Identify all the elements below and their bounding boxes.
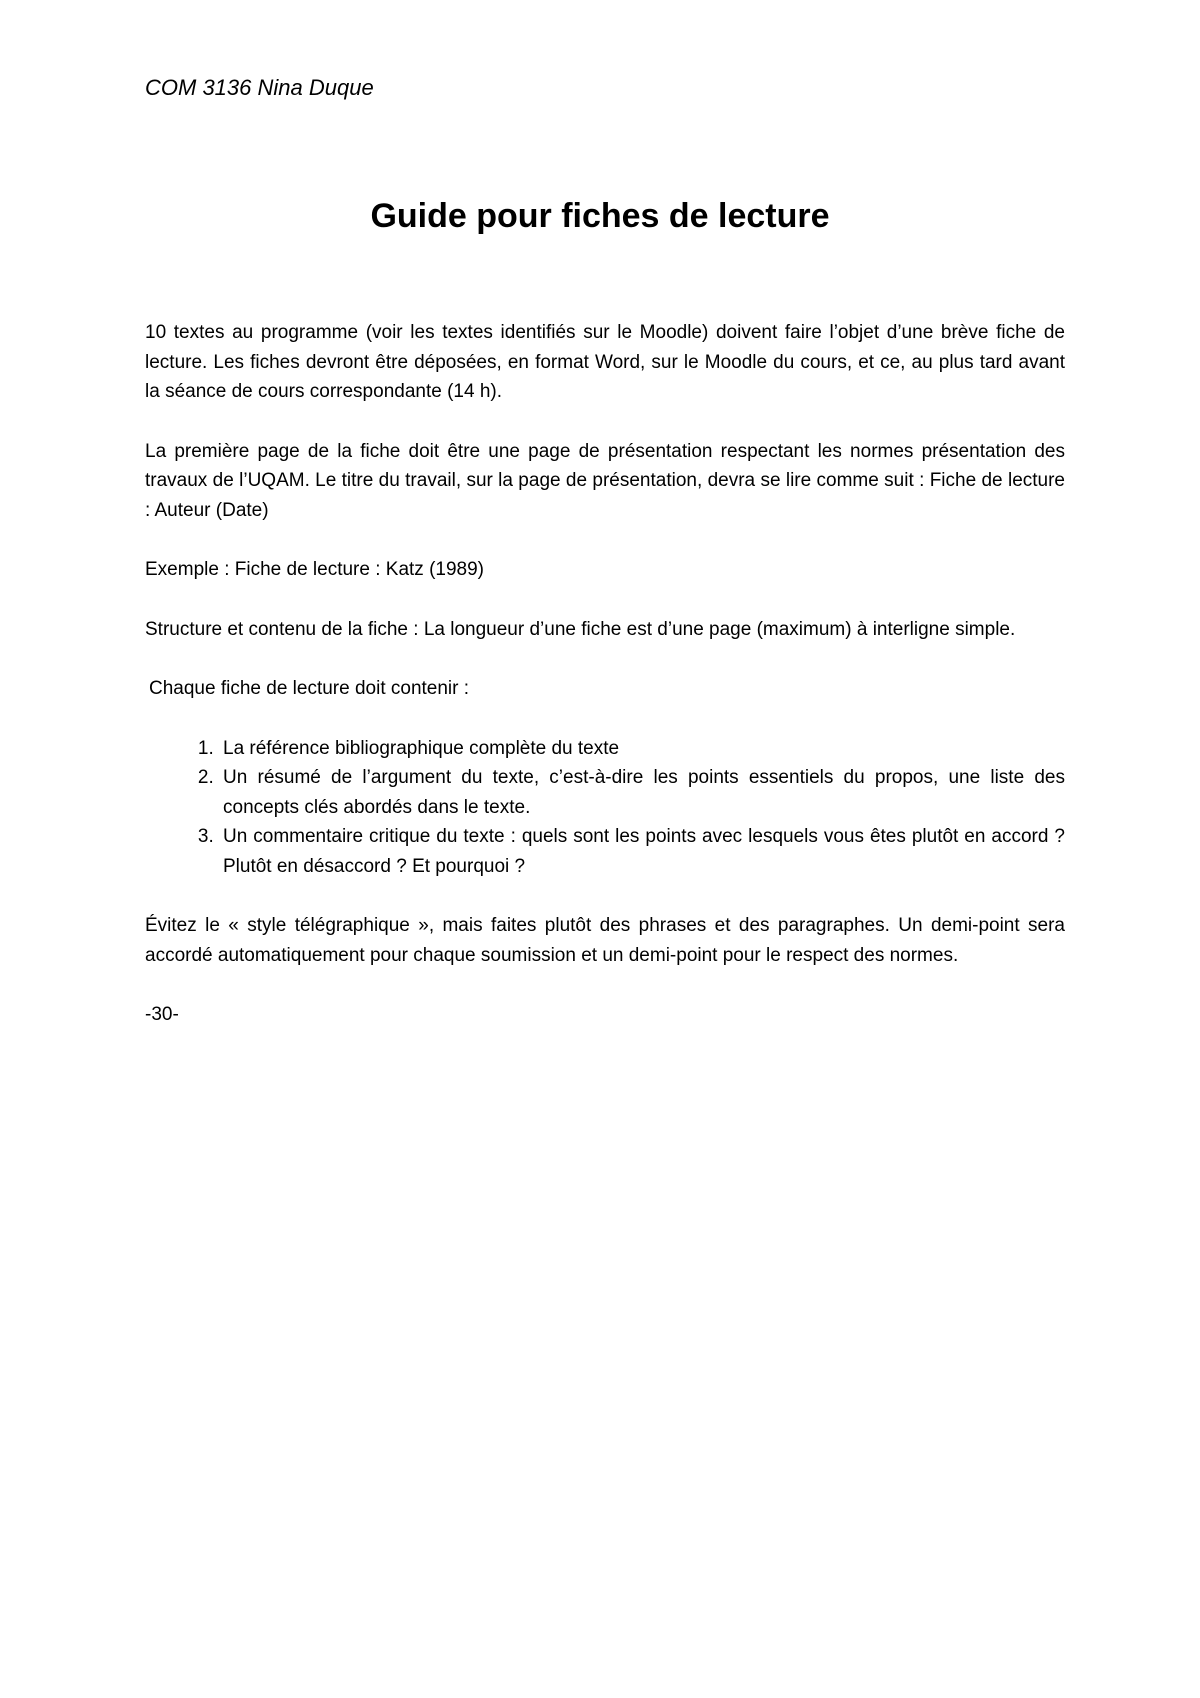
course-header: COM 3136 Nina Duque [145,75,374,100]
list-item: 1. La référence bibliographique complète du texte [219,734,1065,764]
structure-paragraph: Structure et contenu de la fiche : La longueur d’une fiche est d’une page (maximum) à interligne simple. [145,618,1016,640]
requirements-list [145,734,1065,882]
document-body [145,318,1065,1060]
list-item: 2. Un résumé de l’argument du texte, c’est-à-dire les points essentiels du propos, une liste des concepts clés abordés dans le texte. [219,763,1065,822]
page-number: -30- [145,1004,179,1025]
style-note-paragraph: Évitez le « style télégraphique », mais faites plutôt des phrases et des paragraphes. Un demi-point sera accordé automatiquement pour chaque soumission et un demi-point pour le respect des normes. [145,915,1065,966]
first-page-paragraph: La première page de la fiche doit être une page de présentation respectant les normes présentation des travaux de l’UQAM. Le titre du travail, sur la page de présentation, devra se lire comme suit : Fiche de lecture : Auteur (Date) [145,440,1065,521]
example-paragraph: Exemple : Fiche de lecture : Katz (1989) [145,559,484,580]
document-title: Guide pour fiches de lecture [370,197,830,235]
list-item: 3. Un commentaire critique du texte : quels sont les points avec lesquels vous êtes plutôt en accord ? Plutôt en désaccord ? Et pourquoi ? [219,822,1065,881]
list-intro-paragraph: Chaque fiche de lecture doit contenir : [149,678,470,699]
intro-paragraph: 10 textes au programme (voir les textes identifiés sur le Moodle) doivent faire l’objet d’une brève fiche de lecture. Les fiches devront être déposées, en format Word, sur le Moodle du cours, et ce, au plus tard avant la séance de cours correspondante (14 h). [145,322,1065,402]
